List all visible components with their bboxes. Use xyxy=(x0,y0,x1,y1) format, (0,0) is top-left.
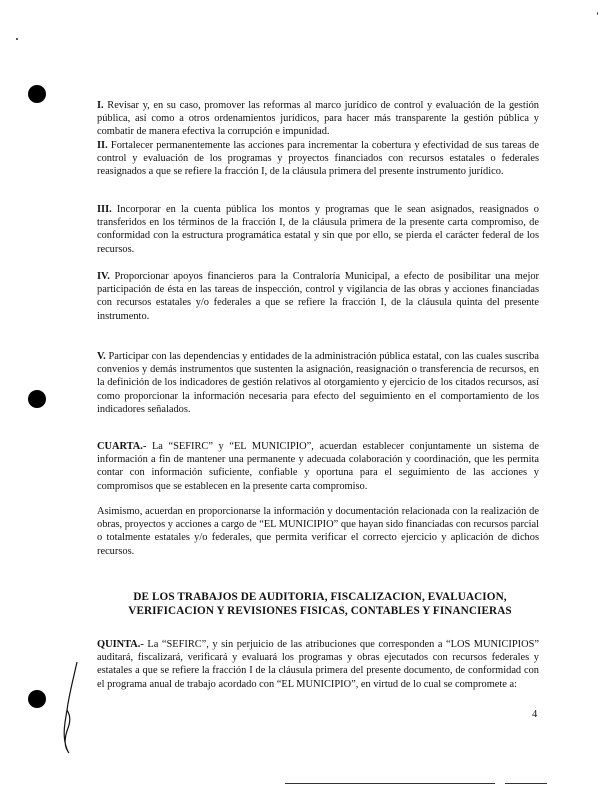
section-heading-line2: VERIFICACION Y REVISIONES FISICAS, CONTABLES Y FINANCIERAS xyxy=(128,605,512,617)
footer-rule xyxy=(285,783,495,784)
punch-hole xyxy=(28,85,46,103)
scan-speck xyxy=(16,38,18,40)
section-heading xyxy=(120,590,520,618)
paragraph-fraccion-i: I. Revisar y, en su caso, promover las reformas al marco jurídico de control y evaluación de la gestión pública, así como a otros ordenamientos jurídicos, para hacer más transparente la gestión pública y combatir de manera efectiva la corrupción e impunidad. xyxy=(97,100,539,138)
punch-hole xyxy=(28,690,46,708)
paragraph-fraccion-iv: IV. Proporcionar apoyos financieros para la Contraloría Municipal, a efecto de posibilitar una mejor participación de ésta en las tareas de inspección, control y vigilancia de las obras y acciones financiadas con recursos estatales y/o federales a que se refiere la fracción I, de la cláusula quinta del presente instrumento. xyxy=(97,271,539,322)
paragraph-fraccion-iii: III. Incorporar en la cuenta pública los montos y programas que le sean asignados, reasignados o transferidos en los términos de la fracción I, de la cláusula primera de la presente carta compromiso, de conformidad con la estructura programática estatal y sin que por ello, se pierda el carácter federal de los recursos. xyxy=(97,204,539,255)
paragraph-asimismo: Asimismo, acuerdan en proporcionarse la información y documentación relacionada con la realización de obras, proyectos y acciones a cargo de “EL MUNICIPIO” que hayan sido financiadas con recursos parcial o totalmente estatales y/o federales, que permita verificar el correcto ejercicio y aplicación de dichos recursos. xyxy=(97,506,539,557)
signature-mark xyxy=(55,660,85,755)
section-heading-line1: DE LOS TRABAJOS DE AUDITORIA, FISCALIZACION, EVALUACION, xyxy=(133,591,507,603)
paragraph-cuarta: CUARTA.- La “SEFIRC” y “EL MUNICIPIO”, acuerdan establecer conjuntamente un sistema de información a fin de mantener una permanente y adecuada colaboración y coordinación, que les permita contar con información suficiente, confiable y oportuna para el seguimiento de las acciones y compromisos que se establecen en la presente carta compromiso. xyxy=(97,441,539,492)
punch-hole xyxy=(28,390,46,408)
footer-rule xyxy=(505,783,547,784)
page-number: 4 xyxy=(532,709,538,720)
paragraph-fraccion-v: V. Participar con las dependencias y entidades de la administración pública estatal, con las cuales suscriba convenios y demás instrumentos que sustenten la asignación, reasignación o transferencia de recursos, en la definición de los indicadores de gestión relativos al otorgamiento y ejercicio de los citados recursos, así como proporcionar la información necesaria para efecto del seguimiento en el comportamiento de los indicadores señalados. xyxy=(97,351,539,415)
paragraph-quinta: QUINTA.- La “SEFIRC”, y sin perjuicio de las atribuciones que corresponden a “LOS MUNICIPIOS” auditará, fiscalizará, verificará y evaluará los programas y obras ejecutados con recursos federales y estatales a que se refiere la fracción I de la cláusula primera del presente documento, de conformidad con el programa anual de trabajo acordado con “EL MUNICIPIO”, en virtud de lo cual se compromete a: xyxy=(97,639,539,690)
paragraph-fraccion-ii: II. Fortalecer permanentemente las acciones para incrementar la cobertura y efectividad de sus tareas de control y evaluación de los programas y proyectos financiados con recursos estatales o federales reasignados a que se refiere la fracción I, de la cláusula primera del presente instrumento jurídico. xyxy=(97,140,539,178)
scan-speck xyxy=(597,12,598,15)
